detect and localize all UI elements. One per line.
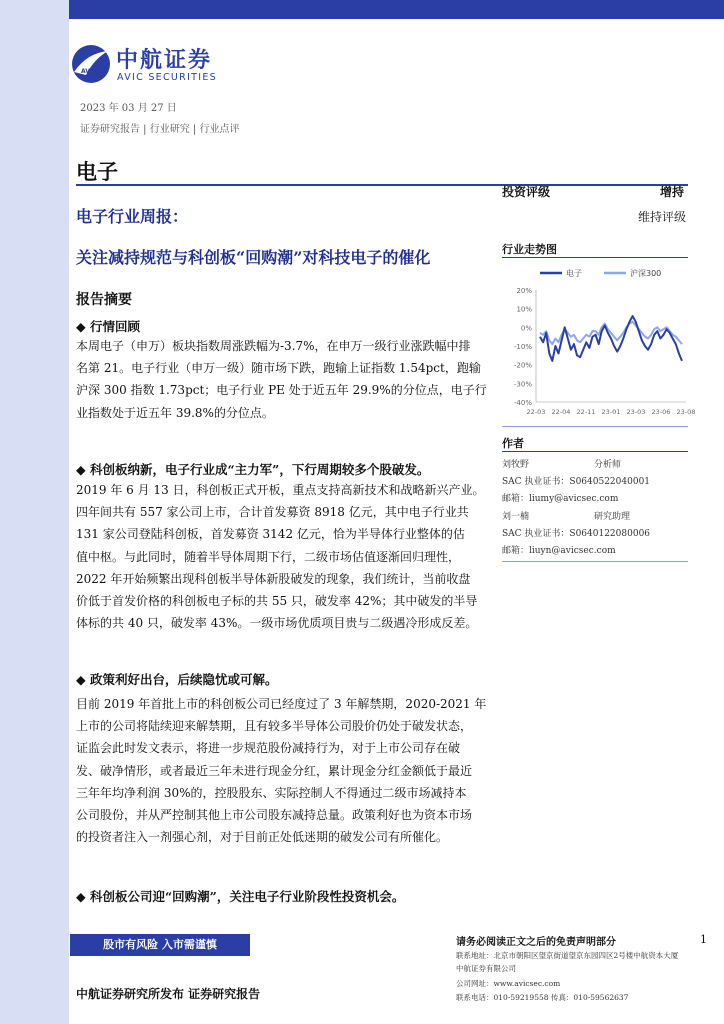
body-line: 三年年均净利润 30%的，控股股东、实际控制人不得通过二级市场减持本 [76, 785, 467, 800]
body-line: 2022 年开始频繁出现科创板半导体新股破发的现象，我们统计，当前收盘 [76, 571, 471, 586]
section-body [76, 479, 492, 634]
x-tick-label: 23-06 [651, 408, 671, 416]
footer-phone: 联系电话：010-59219558 传真：010-59562637 [456, 993, 629, 1002]
legend-label: 沪深300 [630, 269, 662, 278]
body-line: 本周电子（申万）板块指数周涨跌幅为-3.7%，在申万一级行业涨跌幅中排 [76, 339, 471, 353]
trend-chart-svg [502, 262, 696, 422]
section-body [76, 693, 492, 848]
author-sac: SAC 执业证书：S0640522040001 [502, 477, 651, 487]
author-email[interactable]: 邮箱：liumy@avicsec.com [502, 494, 619, 504]
author-name: 刘牧野 [502, 460, 530, 470]
y-tick-label: -30% [513, 380, 532, 389]
series-line [540, 316, 682, 361]
report-date: 2023 年 03 月 27 日 [80, 103, 177, 114]
trend-panel-bottom-rule [502, 426, 688, 427]
disclaimer-text: 请务必阅读正文之后的免责声明部分 [456, 937, 616, 948]
body-line: 的投资者注入一剂强心剂，对于目前正处低迷期的破发公司有所催化。 [76, 830, 449, 845]
body-line: 证监会此时发文表示，将进一步规范股份减持行为，对于上市公司存在破 [76, 741, 461, 756]
body-line: 目前 2019 年首批上市的科创板公司已经度过了 3 年解禁期，2020-2021 年 [76, 697, 487, 711]
authors-bottom-rule [502, 561, 688, 562]
trend-panel-rule [502, 257, 688, 258]
report-category: 证券研究报告 | 行业研究 | 行业点评 [80, 124, 240, 135]
publisher-line: 中航证券研究所发布 证券研究报告 [76, 987, 261, 1001]
body-line: 发、破净情形，或者最近三年未进行现金分红，累计现金分红金额低于最近 [76, 763, 473, 778]
body-line: 名第 21。电子行业（申万一级）随市场下跌，跑输上证指数 1.54pct，跑输 [76, 361, 481, 376]
author-email[interactable]: 邮箱：liuyn@avicsec.com [502, 546, 616, 556]
authors-rule [502, 451, 688, 452]
y-tick-label: 0% [520, 324, 532, 333]
y-tick-label: 20% [516, 287, 532, 295]
authors-title: 作者 [502, 437, 524, 450]
rating-label: 投资评级 [502, 185, 551, 199]
section-heading: ◆ 科创板纳新，电子行业成“主力军”，下行周期较多个股破发。 [76, 462, 430, 477]
y-tick-label: -40% [513, 399, 532, 407]
brand-logo [72, 45, 242, 89]
y-tick-label: -10% [513, 343, 532, 351]
body-line: 体标的共 40 只，破发率 43%。一级市场优质项目贵与二级遇冷形成反差。 [76, 616, 478, 631]
rating-sub: 维持评级 [638, 210, 687, 224]
x-tick-label: 22-04 [551, 408, 571, 416]
body-line: 价低于首发价格的科创板电子标的共 55 只，破发率 42%；其中破发的半导 [76, 594, 478, 609]
rating-value: 增持 [660, 185, 685, 199]
top-header-bar [69, 0, 724, 19]
section-heading: ◆ 科创板公司迎“回购潮”，关注电子行业阶段性投资机会。 [76, 889, 405, 904]
report-title-line1: 电子行业周报： [76, 207, 189, 226]
summary-label: 报告摘要 [76, 292, 132, 308]
body-line: 2019 年 6 月 13 日，科创板正式开板，重点支持高新技术和战略新兴产业。 [76, 483, 485, 497]
legend-label: 电子 [566, 269, 582, 278]
footer-address: 联系地址：北京市朝阳区望京街道望京东园四区2号楼中航资本大厦 [456, 951, 679, 960]
x-tick-label: 22-11 [576, 408, 596, 416]
x-tick-label: 23-01 [601, 408, 621, 416]
y-tick-label: 10% [516, 305, 532, 314]
author-role: 分析师 [594, 460, 622, 470]
body-line: 131 家公司登陆科创板，首发募资 3142 亿元，恰为半导体行业整体的估 [76, 527, 465, 542]
footer-website[interactable]: 公司网址：www.avicsec.com [456, 979, 561, 988]
left-sidebar-band [0, 0, 69, 1024]
section-heading: ◆ 行情回顾 [76, 319, 140, 334]
author-name: 刘一楠 [502, 512, 530, 522]
sector-title: 电子 [76, 159, 118, 184]
page-number: 1 [700, 933, 707, 946]
risk-notice-banner: 股市有风险 入市需谨慎 [70, 934, 250, 956]
x-tick-label: 23-08 [676, 408, 696, 416]
logo-mark-text: AVIC [81, 68, 97, 75]
section-body [76, 335, 492, 424]
author-role: 研究助理 [594, 512, 631, 522]
body-line: 四年间共有 557 家公司上市，合计首发募资 8918 亿元，其中电子行业共 [76, 505, 469, 520]
report-title-line2: 关注减持规范与科创板“回购潮”对科技电子的催化 [76, 248, 431, 267]
body-line: 上市的公司将陆续迎来解禁期，且有较多半导体公司股价仍处于破发状态， [76, 719, 473, 734]
body-line: 沪深 300 指数 1.73pct；电子行业 PE 处于近五年 29.9%的分位点，电子行 [76, 383, 487, 398]
body-line: 业指数处于近五年 39.8%的分位点。 [76, 405, 274, 420]
brand-name-en: AVIC SECURITIES [117, 72, 218, 83]
trend-chart [502, 262, 696, 422]
footer-company: 中航证券有限公司 [456, 964, 516, 973]
x-tick-label: 22-03 [526, 408, 546, 416]
section-heading: ◆ 政策利好出台，后续隐忧或可解。 [76, 672, 278, 687]
y-tick-label: -20% [513, 361, 532, 370]
body-line: 值中枢。与此同时，随着半导体周期下行，二级市场估值逐渐回归理性， [76, 549, 461, 564]
plane-logo-icon [72, 45, 110, 83]
sector-divider [76, 184, 688, 186]
trend-panel-title: 行业走势图 [502, 243, 557, 256]
author-sac: SAC 执业证书：S0640122080006 [502, 529, 651, 539]
body-line: 公司股份，并从严控制其他上市公司股东减持总量。政策利好也为资本市场 [76, 808, 473, 823]
x-tick-label: 23-03 [626, 408, 646, 416]
brand-name-cn: 中航证券 [116, 48, 213, 73]
